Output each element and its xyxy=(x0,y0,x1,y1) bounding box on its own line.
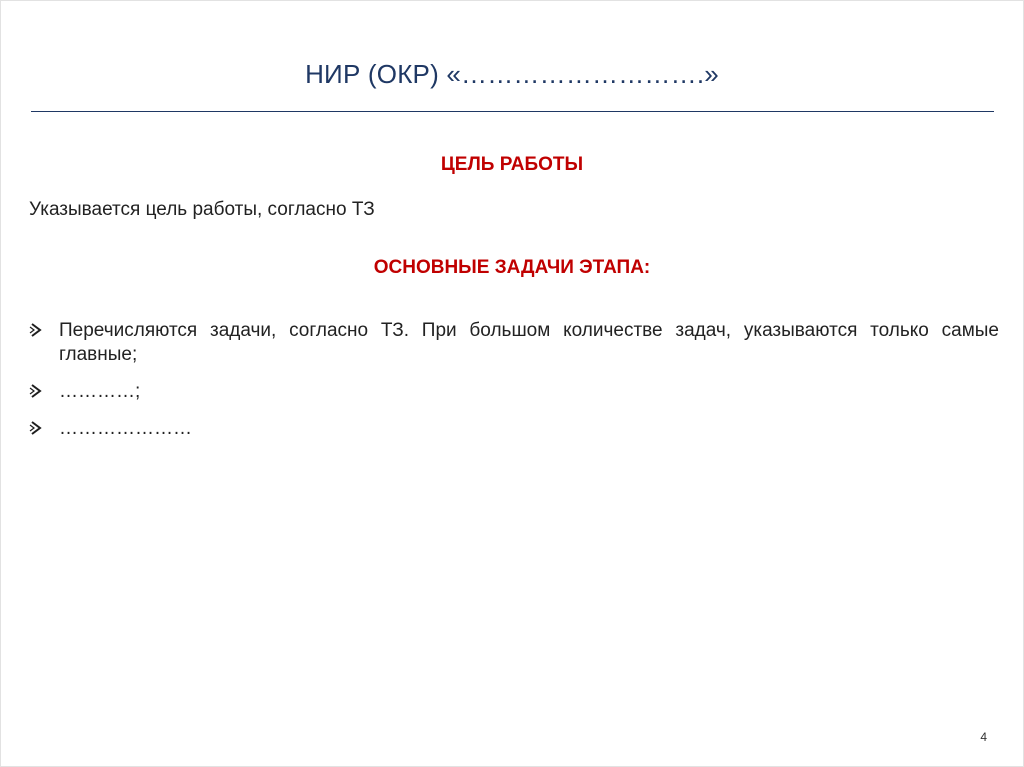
list-item xyxy=(29,417,999,441)
title-divider xyxy=(31,111,994,112)
goal-text: Указывается цель работы, согласно ТЗ xyxy=(29,199,375,220)
task-text: ………………… xyxy=(59,418,192,439)
slide-title: НИР (ОКР) «……………………….» xyxy=(305,59,719,89)
arrow-bullet-icon xyxy=(29,383,43,399)
page-number: 4 xyxy=(980,730,987,744)
arrow-bullet-icon xyxy=(29,420,43,436)
list-item xyxy=(29,319,999,367)
task-list xyxy=(29,319,999,454)
task-text: …………; xyxy=(59,381,141,402)
list-item xyxy=(29,380,999,404)
tasks-heading: ОСНОВНЫЕ ЗАДАЧИ ЭТАПА: xyxy=(373,257,651,278)
goal-heading: ЦЕЛЬ РАБОТЫ xyxy=(440,154,584,175)
task-text: Перечисляются задачи, согласно ТЗ. При большом количестве задач, указываются только самые главные; xyxy=(59,320,999,365)
arrow-bullet-icon xyxy=(29,322,43,338)
